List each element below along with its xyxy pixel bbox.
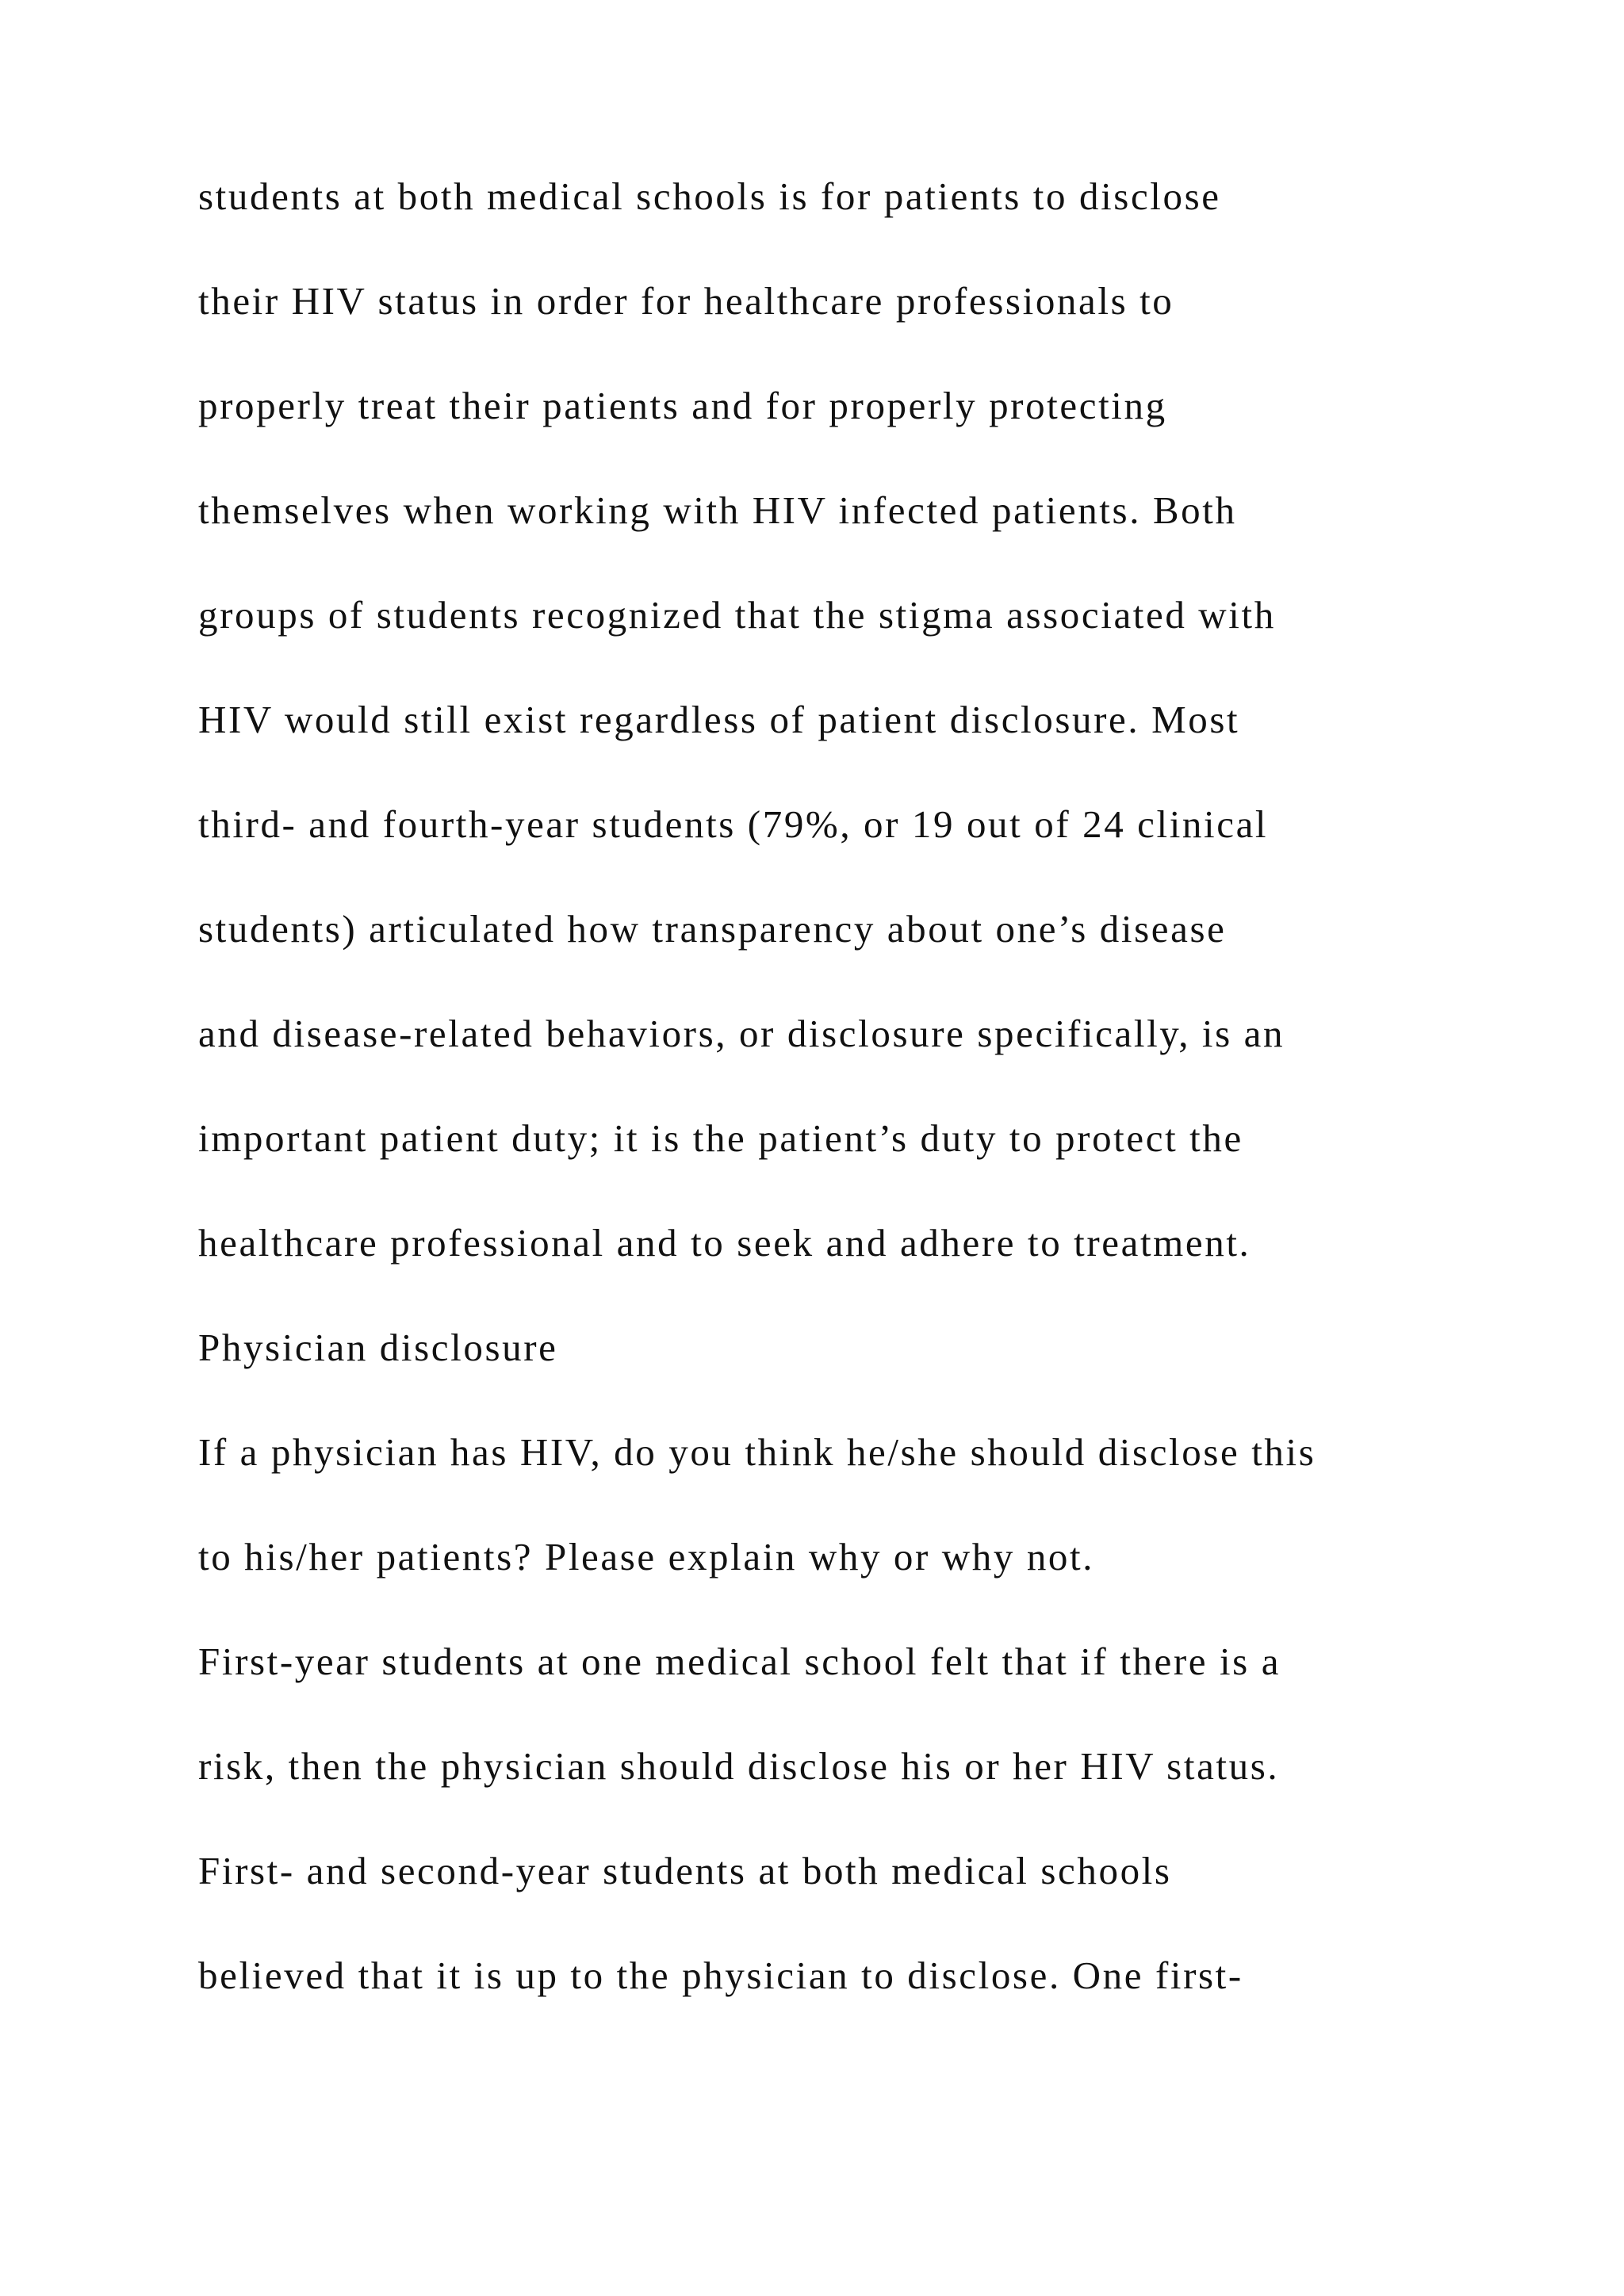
section-heading: Physician disclosure — [198, 1326, 558, 1369]
text-line: First-year students at one medical school felt that if there is a — [198, 1640, 1281, 1683]
text-line: students) articulated how transparency about one’s disease — [198, 907, 1227, 951]
text-line: healthcare professional and to seek and adhere to treatment. — [198, 1221, 1251, 1265]
text-line: third- and fourth-year students (79%, or 19 out of 24 clinical — [198, 802, 1269, 846]
text-line: themselves when working with HIV infected patients. Both — [198, 488, 1237, 532]
text-line: HIV would still exist regardless of patient disclosure. Most — [198, 698, 1240, 741]
text-line: groups of students recognized that the stigma associated with — [198, 593, 1276, 637]
text-line: their HIV status in order for healthcare professionals to — [198, 279, 1174, 323]
text-line: important patient duty; it is the patient’s duty to protect the — [198, 1116, 1243, 1160]
survey-question: to his/her patients? Please explain why or why not. — [198, 1535, 1095, 1578]
text-line: properly treat their patients and for properly protecting — [198, 384, 1167, 427]
text-line: risk, then the physician should disclose his or her HIV status. — [198, 1744, 1280, 1788]
text-line: believed that it is up to the physician to disclose. One first- — [198, 1954, 1243, 1997]
text-line: and disease-related behaviors, or disclosure specifically, is an — [198, 1012, 1285, 1055]
survey-question: If a physician has HIV, do you think he/she should disclose this — [198, 1430, 1316, 1474]
text-line: students at both medical schools is for patients to disclose — [198, 174, 1221, 218]
text-line: First- and second-year students at both medical schools — [198, 1849, 1172, 1892]
